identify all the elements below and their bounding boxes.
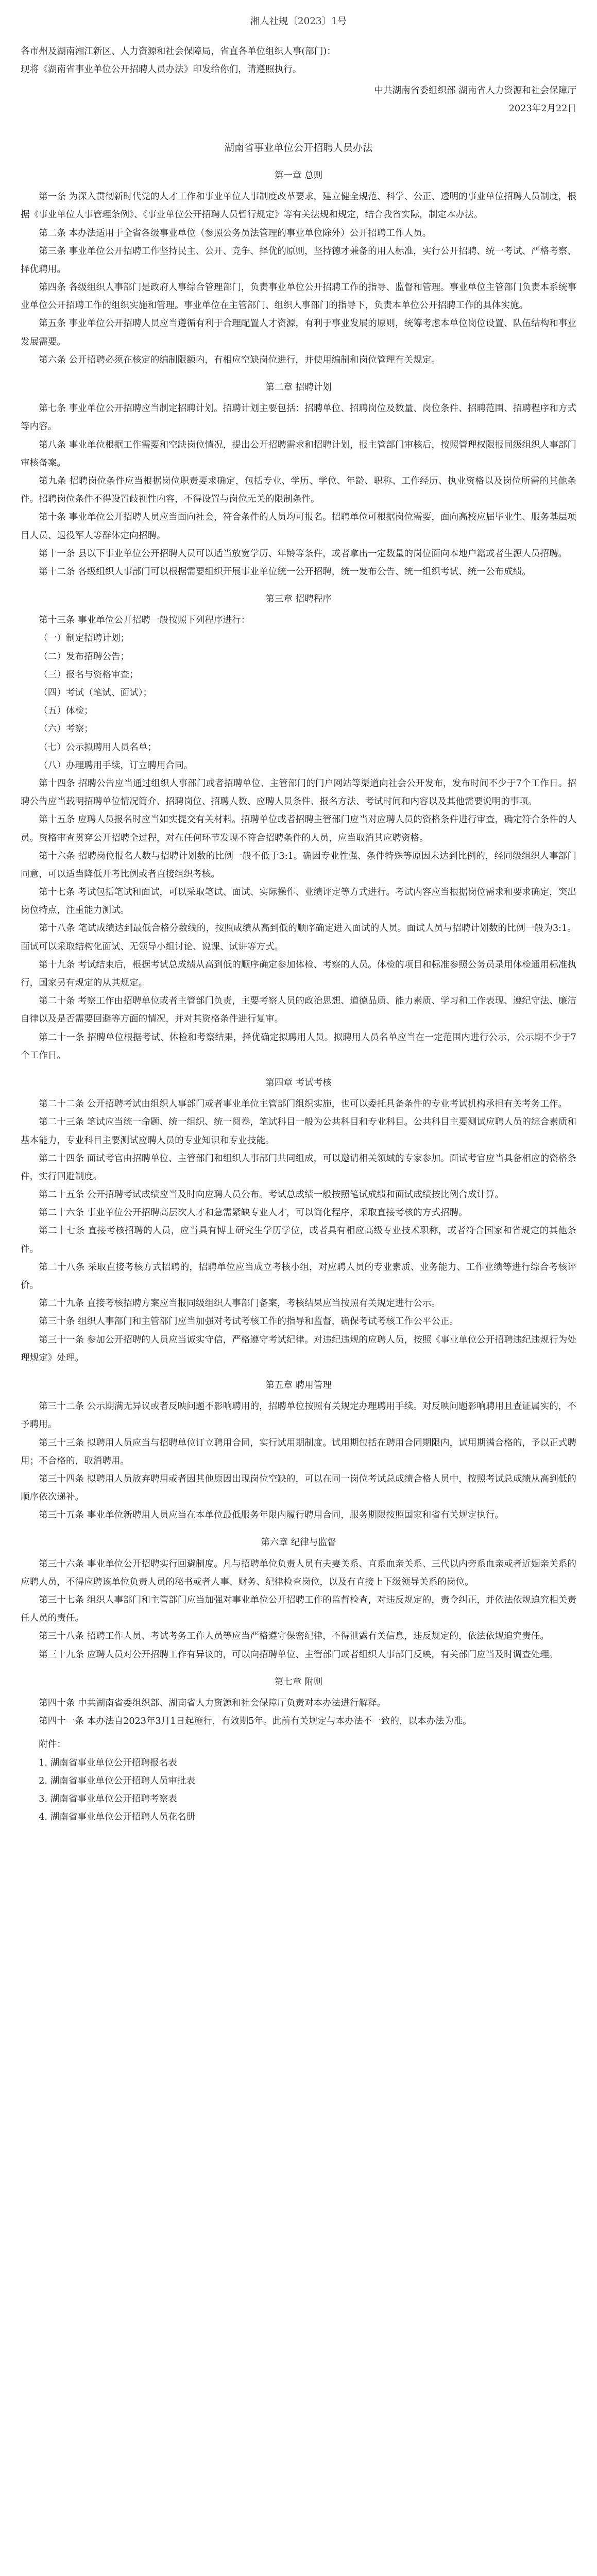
article-paragraph: 第十七条 考试包括笔试和面试，可以采取笔试、面试、实际操作、业绩评定等方式进行。考试内容应当根据岗位需求和要求确定，突出岗位特点，注重能力测试。 [21, 887, 576, 916]
attachment-item: 4. 湖南省事业单位公开招聘人员花名册 [39, 1812, 196, 1823]
article-paragraph: 第十一条 县以下事业单位公开招聘人员可以适当放宽学历、年龄等条件，或者拿出一定数量的岗位面向本地户籍或者生源人员招聘。 [39, 548, 568, 559]
article-paragraph: 第二十六条 事业单位公开招聘高层次人才和急需紧缺专业人才，可以简化程序，采取直接考核的方式招聘。 [39, 1208, 468, 1218]
article-paragraph: 第二十三条 笔试应当统一命题、统一组织、统一阅卷，笔试科目一般为公共科目和专业科目。公共科目主要测试应聘人员的综合素质和基本能力，专业科目主要测试应聘人员的专业知识和专业技能。 [21, 1117, 576, 1146]
document-number: 湘人社规〔2023〕1号 [250, 16, 347, 27]
article-paragraph: 第三十八条 招聘工作人员、考试考务工作人员等应当严格遵守保密纪律，不得泄露有关信息，违反规定的，依法依规追究责任。 [39, 1631, 550, 1642]
chapter-heading: 第四章 考试考核 [265, 1077, 332, 1088]
article-paragraph: 第三十四条 拟聘用人员放弃聘用或者因其他原因出现岗位空缺的，可以在同一岗位考试总成绩合格人员中，按照考试总成绩从高到低的顺序依次递补。 [21, 1473, 576, 1503]
attachment-item: 3. 湖南省事业单位公开招聘考察表 [39, 1793, 177, 1804]
article-paragraph: （一）制定招聘计划； [39, 633, 130, 644]
article-paragraph: 第二十一条 招聘单位根据考试、体检和考察结果，择优确定拟聘用人员。拟聘用人员名单应当在一定范围内进行公示，公示期不少于7个工作日。 [21, 1032, 576, 1061]
article-paragraph: 第八条 事业单位根据工作需要和空缺岗位情况，提出公开招聘需求和招聘计划，报主管部门审核后，按照管理权限报同级组织人事部门审核备案。 [21, 439, 576, 468]
attachment-list [21, 1754, 576, 1827]
article-paragraph: 第三十七条 组织人事部门和主管部门应当加强对事业单位公开招聘工作的监督检查，对违反规定的，责令纠正，并依法依规追究相关责任人员的责任。 [21, 1595, 576, 1624]
chapter-heading: 第五章 聘用管理 [265, 1380, 332, 1391]
article-paragraph: （四）考试（笔试、面试）； [39, 688, 152, 699]
article-paragraph: 第二十八条 采取直接考核方式招聘的，招聘单位应当成立考核小组，对应聘人员的专业素质、业务能力、工作业绩等进行综合考核评价。 [21, 1262, 576, 1291]
article-paragraph: 第十八条 笔试成绩达到最低合格分数线的，按照成绩从高到低的顺序确定进入面试的人员。面试人员与招聘计划数的比例一般为3:1。面试可以采取结构化面试、无领导小组讨论、说课、试讲等方式。 [21, 923, 576, 952]
attachment-item: 2. 湖南省事业单位公开招聘人员审批表 [39, 1775, 196, 1786]
article-paragraph: （二）发布招聘公告； [39, 651, 130, 662]
chapter-heading: 第一章 总则 [274, 170, 323, 181]
attachments-intro: 附件： [39, 1739, 66, 1750]
article-paragraph: 第二十九条 直接考核招聘方案应当报同级组织人事部门备案，考核结果应当按照有关规定进行公示。 [39, 1298, 440, 1309]
article-paragraph: 第三条 事业单位公开招聘工作坚持民主、公开、竞争、择优的原则，坚持德才兼备的用人标准，实行公开招聘、统一考试、严格考察、择优聘用。 [21, 246, 576, 275]
article-paragraph: 第二十条 考察工作由招聘单位或者主管部门负责，主要考察人员的政治思想、道德品质、能力素质、学习和工作表现、遵纪守法、廉洁自律以及是否需要回避等方面的情况，并对其资格条件进行复审。 [21, 996, 576, 1025]
issuing-bodies: 中共湖南省委组织部 湖南省人力资源和社会保障厅 [374, 86, 576, 96]
article-paragraph: 第十条 事业单位公开招聘人员应当面向社会，符合条件的人员均可报名。招聘单位可根据岗位需要，面向高校应届毕业生、服务基层项目人员、退役军人等群体定向招聘。 [21, 512, 576, 541]
article-paragraph: 第一条 为深入贯彻新时代党的人才工作和事业单位人事制度改革要求，建立健全规范、科学、公正、透明的事业单位招聘人员制度，根据《事业单位人事管理条例》、《事业单位公开招聘人员暂行规定》等有关法规和规定，结合我省实际，制定本办法。 [21, 192, 576, 221]
preface-line: 现将《湖南省事业单位公开招聘人员办法》印发给你们，请遵照执行。 [21, 64, 302, 75]
article-paragraph: 第四十一条 本办法自2023年3月1日起施行，有效期5年。此前有关规定与本办法不一致的，以本办法为准。 [39, 1716, 472, 1727]
article-paragraph: （七）公示拟聘用人员名单； [39, 742, 157, 753]
article-paragraph: （八）办理聘用手续，订立聘用合同。 [39, 760, 193, 771]
document-title: 湖南省事业单位公开招聘人员办法 [224, 141, 373, 154]
article-paragraph: 第三十五条 事业单位新聘用人员应当在本单位最低服务年限内履行聘用合同，服务期限按照国家和省有关规定执行。 [39, 1510, 504, 1521]
attachment-item: 1. 湖南省事业单位公开招聘报名表 [39, 1757, 177, 1768]
chapter-heading: 第六章 纪律与监督 [261, 1537, 336, 1548]
issue-date: 2023年2月22日 [508, 104, 576, 114]
article-paragraph: 第三十二条 公示期满无异议或者反映问题不影响聘用的，招聘单位按照有关规定办理聘用手续。对反映问题影响聘用且查证属实的，不予聘用。 [21, 1401, 576, 1430]
article-paragraph: 第七条 事业单位公开招聘应当制定招聘计划。招聘计划主要包括：招聘单位、招聘岗位及数量、岗位条件、招聘范围、招聘程序和方式等内容。 [21, 403, 576, 432]
article-paragraph: 第三十条 组织人事部门和主管部门应当加强对考试考核工作的指导和监督，确保考试考核工作公平公正。 [39, 1316, 459, 1327]
chapter-heading: 第二章 招聘计划 [265, 382, 332, 393]
article-paragraph: 第二条 本办法适用于全省各级事业单位（参照公务员法管理的事业单位除外）公开招聘工作人员。 [39, 228, 432, 239]
article-paragraph: 第三十一条 参加公开招聘的人员应当诚实守信，严格遵守考试纪律。对违纪违规的应聘人员，按照《事业单位公开招聘违纪违规行为处理规定》处理。 [21, 1334, 576, 1363]
article-paragraph: 第二十五条 公开招聘考试成绩应当及时向应聘人员公布。考试总成绩一般按照笔试成绩和面试成绩按比例合成计算。 [39, 1190, 504, 1200]
chapter-heading: 第七章 附则 [274, 1676, 323, 1687]
preface [21, 43, 576, 79]
article-paragraph: 第三十三条 拟聘用人员应当与招聘单位订立聘用合同，实行试用期制度。试用期包括在聘用合同期限内，试用期满合格的，予以正式聘用；不合格的，取消聘用。 [21, 1437, 576, 1466]
article-paragraph: 第四条 各级组织人事部门是政府人事综合管理部门，负责事业单位公开招聘工作的指导、监督和管理。事业单位主管部门负责本系统事业单位公开招聘工作的组织实施和管理。事业单位在主管部门、组织人事部门的指导下，负责本单位公开招聘工作的具体实施。 [21, 282, 576, 311]
article-paragraph: 第十二条 各级组织人事部门可以根据需要组织开展事业单位统一公开招聘，统一发布公告、统一组织考试、统一公布成绩。 [39, 566, 531, 577]
article-paragraph: 第六条 公开招聘必须在核定的编制限额内，有相应空缺岗位进行，并使用编制和岗位管理有关规定。 [39, 354, 440, 365]
article-paragraph: 第五条 事业单位公开招聘人员应当遵循有利于合理配置人才资源，有利于事业发展的原则，统筹考虑本单位岗位设置、队伍结构和事业发展需要。 [21, 318, 576, 347]
article-paragraph: 第十四条 招聘公告应当通过组织人事部门或者招聘单位、主管部门的门户网站等渠道向社会公开发布，发布时间不少于7个工作日。招聘公告应当载明招聘单位情况简介、招聘岗位、招聘人数、应聘人员条件、报名方法、考试时间和内容以及其他需要说明的事项。 [21, 778, 576, 807]
article-paragraph: 第十三条 事业单位公开招聘一般按照下列程序进行： [39, 615, 250, 626]
attachments [21, 1736, 576, 1826]
article-paragraph: （六）考察； [39, 724, 93, 735]
article-paragraph: （三）报名与资格审查； [39, 669, 139, 680]
signature-block [21, 82, 576, 118]
article-paragraph: 第三十六条 事业单位公开招聘实行回避制度。凡与招聘单位负责人员有夫妻关系、直系血亲关系、三代以内旁系血亲或者近姻亲关系的应聘人员，不得应聘该单位负责人员的秘书或者人事、财务、纪律检查岗位，以及有直接上下级领导关系的岗位。 [21, 1558, 576, 1587]
article-paragraph: 第十九条 考试结束后，根据考试总成绩从高到低的顺序确定参加体检、考察的人员。体检的项目和标准参照公务员录用体检通用标准执行，国家另有规定的从其规定。 [21, 959, 576, 989]
preface-line: 各市州及湖南湘江新区、人力资源和社会保障局，省直各单位组织人事(部门)： [21, 46, 336, 57]
article-paragraph: 第十六条 招聘岗位报名人数与招聘计划数的比例一般不低于3:1。确因专业性强、条件特殊等原因未达到比例的，经同级组织人事部门同意，可以适当降低开考比例或者直接组织考核。 [21, 851, 576, 879]
body-sections [21, 167, 576, 1731]
article-paragraph: 第二十七条 直接考核招聘的人员，应当具有博士研究生学历学位，或者具有相应高级专业技术职称，或者符合国家和省规定的其他条件。 [21, 1226, 576, 1255]
chapter-heading: 第三章 招聘程序 [265, 594, 332, 605]
article-paragraph: （五）体检； [39, 706, 93, 717]
article-paragraph: 第四十条 中共湖南省委组织部、湖南省人力资源和社会保障厅负责对本办法进行解释。 [39, 1698, 386, 1708]
article-paragraph: 第三十九条 应聘人员对公开招聘工作有异议的，可以向招聘单位、主管部门或者组织人事部门反映，有关部门应当及时调查处理。 [39, 1649, 558, 1660]
article-paragraph: 第二十四条 面试考官由招聘单位、主管部门和组织人事部门共同组成，可以邀请相关领域的专家参加。面试考官应当具备相应的资格条件，实行回避制度。 [21, 1153, 576, 1182]
article-paragraph: 第九条 招聘岗位条件应当根据岗位职责要求确定，包括专业、学历、学位、年龄、职称、工作经历、执业资格以及岗位所需的其他条件。招聘岗位条件不得设置歧视性内容，不得设置与岗位无关的限制条件。 [21, 476, 576, 505]
article-paragraph: 第十五条 应聘人员报名时应当如实提交有关材料。招聘单位或者招聘主管部门应当对应聘人员的资格条件进行审查，确定符合条件的人员。资格审查贯穿公开招聘全过程，对在任何环节发现不符合招聘条件的人员，应当取消其应聘资格。 [21, 815, 576, 843]
article-paragraph: 第二十二条 公开招聘考试由组织人事部门或者事业单位主管部门组织实施，也可以委托具备条件的专业考试机构承担有关考务工作。 [39, 1099, 568, 1110]
